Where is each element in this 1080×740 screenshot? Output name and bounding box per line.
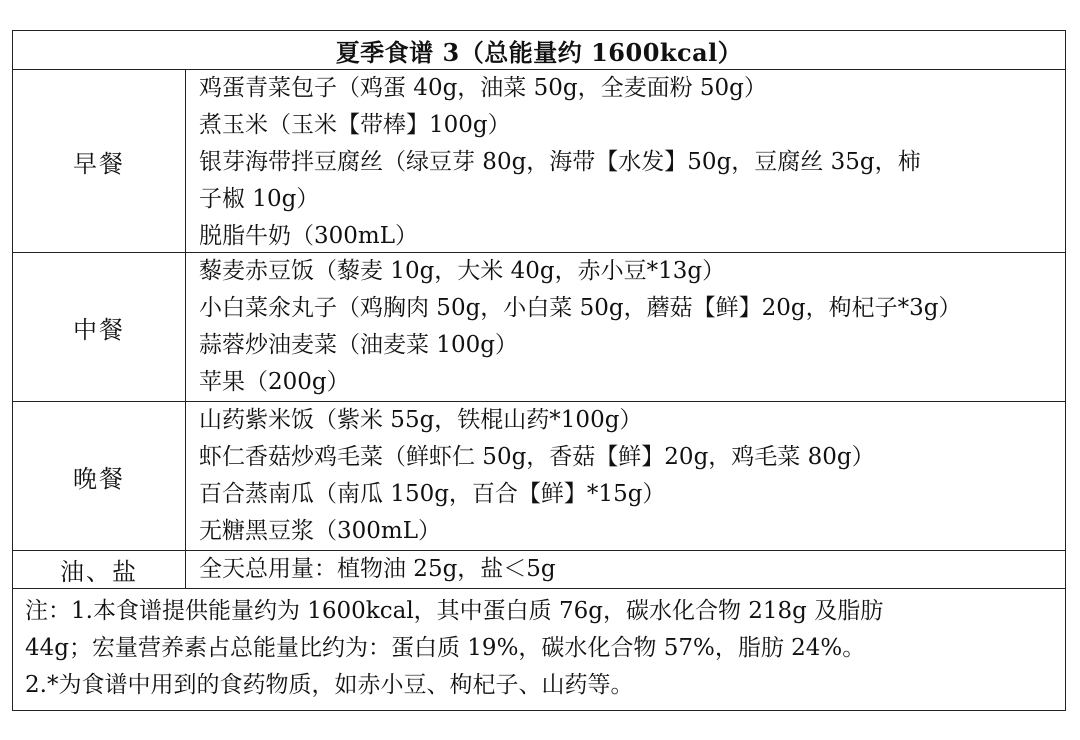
dish-line: 山药紫米饭（紫米 55g，铁棍山药*100g） — [199, 407, 643, 433]
meal-row-lunch — [13, 253, 1065, 402]
meal-label-dinner: 晚餐 — [13, 402, 186, 550]
meal-items-breakfast — [186, 70, 1065, 252]
dish-line: 煮玉米（玉米【带棒】100g） — [199, 112, 511, 138]
dish-line: 全天总用量：植物油 25g，盐＜5g — [199, 556, 556, 582]
meal-label-lunch: 中餐 — [13, 253, 186, 401]
meal-items-lunch — [186, 253, 1065, 401]
dish-line: 蒜蓉炒油麦菜（油麦菜 100g） — [199, 332, 518, 358]
dish-line: 脱脂牛奶（300mL） — [199, 223, 418, 249]
recipe-table — [12, 30, 1066, 711]
table-title: 夏季食谱 3（总能量约 1600kcal） — [13, 31, 1065, 70]
dish-line: 百合蒸南瓜（南瓜 150g，百合【鲜】*15g） — [199, 481, 666, 507]
dish-line: 苹果（200g） — [199, 369, 350, 395]
dish-line: 银芽海带拌豆腐丝（绿豆芽 80g，海带【水发】50g，豆腐丝 35g，柿 — [199, 149, 921, 175]
dish-line: 无糖黑豆浆（300mL） — [199, 518, 441, 544]
note-line: 44g；宏量营养素占总能量比约为：蛋白质 19%，碳水化合物 57%，脂肪 24%。 — [25, 635, 866, 661]
meal-row-breakfast — [13, 70, 1065, 253]
note-line: 注：1.本食谱提供能量约为 1600kcal，其中蛋白质 76g，碳水化合物 218g 及脂肪 — [25, 598, 884, 624]
dish-line: 藜麦赤豆饭（藜麦 10g，大米 40g，赤小豆*13g） — [199, 258, 726, 284]
dish-line: 子椒 10g） — [199, 186, 320, 212]
meal-items-oil-salt — [186, 551, 1065, 588]
meal-row-dinner — [13, 402, 1065, 551]
dish-line: 小白菜氽丸子（鸡胸肉 50g，小白菜 50g，蘑菇【鲜】20g，枸杞子*3g） — [199, 295, 962, 321]
meal-row-oil-salt — [13, 551, 1065, 589]
meal-label-breakfast: 早餐 — [13, 70, 186, 252]
dish-line: 虾仁香菇炒鸡毛菜（鲜虾仁 50g，香菇【鲜】20g，鸡毛菜 80g） — [199, 444, 875, 470]
table-note — [13, 589, 1065, 710]
dish-line: 鸡蛋青菜包子（鸡蛋 40g，油菜 50g，全麦面粉 50g） — [199, 75, 767, 101]
meal-label-oil-salt: 油、盐 — [13, 551, 186, 588]
note-line: 2.*为食谱中用到的食药物质，如赤小豆、枸杞子、山药等。 — [25, 672, 634, 698]
meal-items-dinner — [186, 402, 1065, 550]
